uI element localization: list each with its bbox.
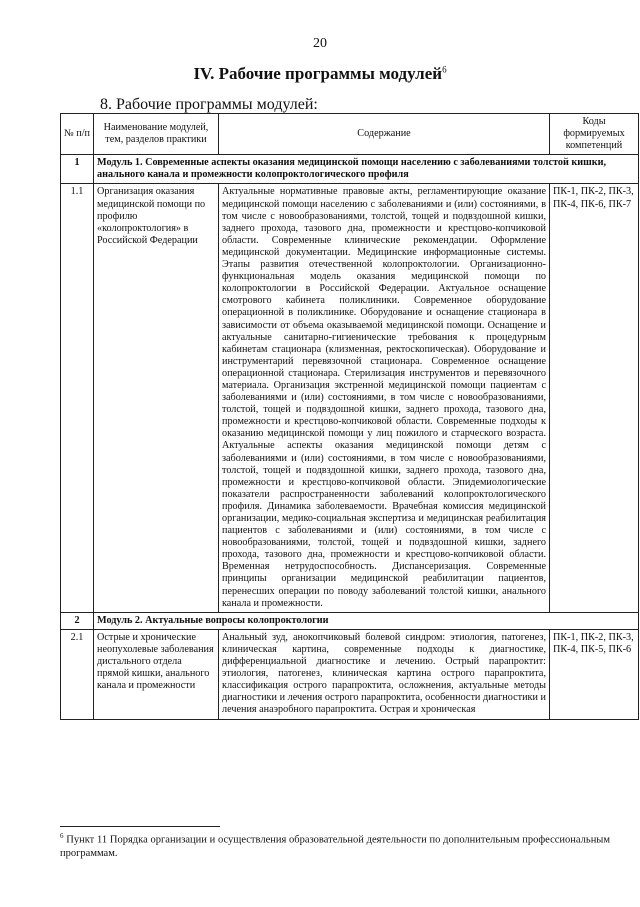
footnote-mark: 6: [60, 832, 64, 840]
modules-table: [60, 113, 639, 720]
footnote-ref: 6: [442, 64, 447, 75]
module-row: [61, 612, 639, 629]
module-row: [61, 155, 639, 184]
subsection-title: 8. Рабочие программы модулей:: [100, 96, 318, 113]
table-row: [61, 184, 639, 612]
footnote-divider: [60, 826, 220, 827]
topic-number: 1.1: [61, 184, 94, 612]
section-title-text: IV. Рабочие программы модулей: [193, 64, 443, 83]
topic-content: Анальный зуд, анокопчиковый болевой синдром: этиология, патогенез, клиническая картина, современные подходы к диагностике, дифференциальной диагностике и лечению. Острый парапроктит: этиология, патогенез, клиническая картина острого парапроктита, классификация острого парапроктита, осложнения, актуальные методы диагностики и лечения острого парапроктита, особенности диагностики и лечения анаэробного парапроктита. Острая и хроническая: [219, 629, 550, 719]
module-title: Модуль 1. Современные аспекты оказания медицинской помощи населению с заболеваниями толстой кишки, анального канала и промежности колопроктологического профиля: [94, 155, 639, 184]
competency-codes: ПК-1, ПК-2, ПК-3, ПК-4, ПК-6, ПК-7: [550, 184, 639, 612]
section-title: [0, 64, 640, 84]
module-number: 2: [61, 612, 94, 629]
header-num: № п/п: [61, 114, 94, 155]
header-content: Содержание: [219, 114, 550, 155]
footnote-text: Пункт 11 Порядка организации и осуществления образовательной деятельности по дополнительным профессиональным программам.: [60, 834, 611, 859]
table-header-row: [61, 114, 639, 155]
topic-content: Актуальные нормативные правовые акты, регламентирующие оказание медицинской помощи населению с заболеваниями и (или) состояниями, в том числе с новообразованиями, толстой, тощей и подвздошной кишки, заднего прохода, тазового дна, промежности и крестцово-копчиковой области. Современные клинические рекомендации. Оформление медицинской документации. Медицинские информационные системы. Этапы развития отечественной колопроктологии. Организационно-функциональная модель оказания медицинской помощи по колопроктологии в Российской Федерации. Актуальное оснащение смотрового кабинета поликлиники. Современное оборудование операционной в поликлинике. Оборудование и оснащение стационара в зависимости от объема оказываемой медицинской помощи. Оснащение и актуальные санитарно-гигиенические требования к процедурным кабинетам стационара (клизменная, ректоскопическая). Оборудование и инструментарий перевязочной стационара. Современное оснащение операционной стационара. Стерилизация инструментов и перевязочного материала. Организация экстренной медицинской помощи пациентам с заболеваниями и (или) состояниями, в том числе с новообразованиями, толстой, тощей и подвздошной кишки, заднего прохода, тазового дна, промежности и крестцово-копчиковой области. Современные подходы к оказанию медицинской помощи у лиц пожилого и старческого возраста. Актуальные аспекты оказания медицинской помощи детям с заболеваниями и (или) состояниями, в том числе с новообразованиями, толстой, тощей и подвздошной кишки, заднего прохода, тазового дна, промежности и крестцово-копчиковой области. Эпидемиологические показатели распространенности заболеваний колопроктологического профиля. Динамика заболеваемости. Врачебная комиссия медицинской организации, медико-социальная экспертиза и медицинская реабилитация пациентов с заболеваниями и (или) состояниями, в том числе с новообразованиями, толстой, тощей и подвздошной кишки, заднего прохода, тазового дна, промежности и крестцово-копчиковой области. Временная нетрудоспособность. Диспансеризация. Современные принципы организации медицинской реабилитации пациентов, перенесших операции по поводу заболеваний толстой кишки, анального канала и промежности.: [219, 184, 550, 612]
topic-number: 2.1: [61, 629, 94, 719]
topic-name: Острые и хронические неопухолевые заболевания дистального отдела прямой кишки, анального канала и промежности: [94, 629, 219, 719]
header-name: Наименование модулей, тем, разделов практики: [94, 114, 219, 155]
topic-name: Организация оказания медицинской помощи по профилю «колопроктология» в Российской Федерации: [94, 184, 219, 612]
module-title: Модуль 2. Актуальные вопросы колопроктологии: [94, 612, 639, 629]
module-number: 1: [61, 155, 94, 184]
page-number: 20: [313, 36, 327, 51]
header-codes: Коды формируемых компетенций: [550, 114, 639, 155]
footnote: [60, 830, 610, 860]
table-row: [61, 629, 639, 719]
competency-codes: ПК-1, ПК-2, ПК-3, ПК-4, ПК-5, ПК-6: [550, 629, 639, 719]
